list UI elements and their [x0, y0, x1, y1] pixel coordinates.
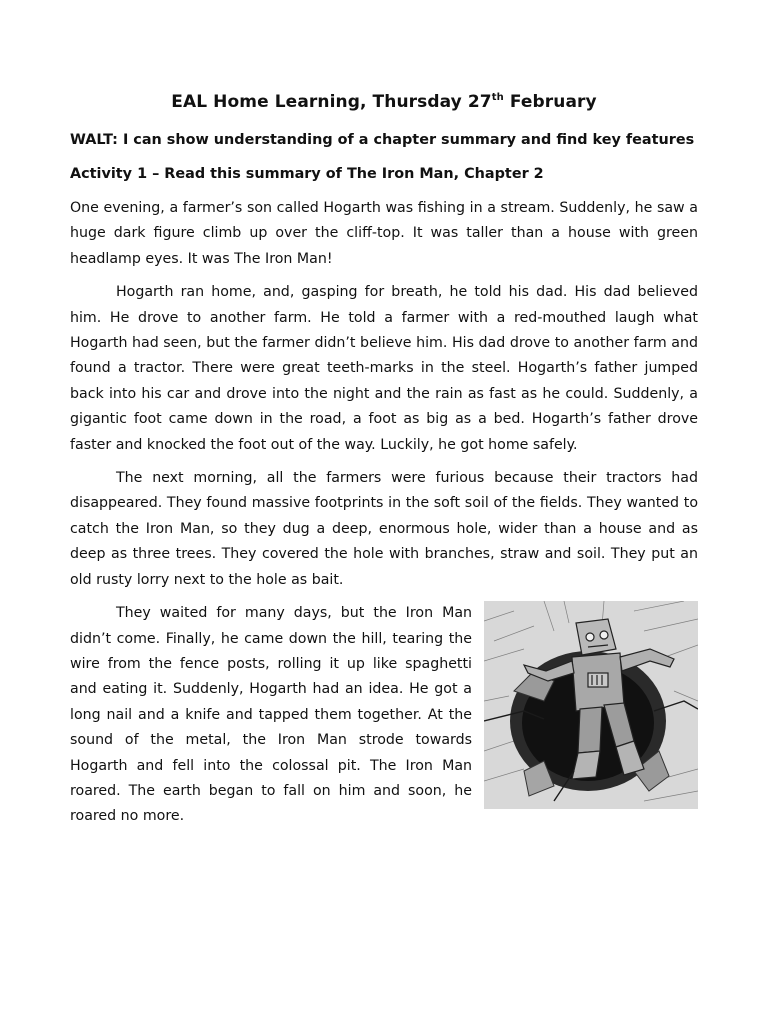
title-text: EAL Home Learning, Thursday 27	[171, 92, 492, 112]
paragraph-1: One evening, a farmer’s son called Hogarth was fishing in a stream. Suddenly, he saw a huge dark figure climb up over the cliff-top. It was taller than a house with green headlamp eyes. It was The Iron Man!	[70, 200, 698, 267]
title-text-end: February	[503, 92, 597, 112]
paragraph-4: They waited for many days, but the Iron Man didn’t come. Finally, he came down the hill, tearing the wire from the fence posts, rolling it up like spaghetti and eating it. Suddenly, Hogarth had an idea. He got a long nail and a knife and tapped them together. At the sound of the metal, the Iron Man strode towards Hogarth and fell into the colossal pit. The Iron Man roared. The earth began to fall on him and soon, he roared no more.	[70, 605, 472, 825]
page-title	[70, 90, 698, 114]
title-superscript: th	[491, 92, 504, 103]
walt-objective: WALT: I can show understanding of a chapter summary and find key features	[70, 132, 695, 148]
activity-heading: Activity 1 – Read this summary of The Iron Man, Chapter 2	[70, 166, 544, 182]
paragraph-3: The next morning, all the farmers were furious because their tractors had disappeared. They found massive footprints in the soft soil of the fields. They wanted to catch the Iron Man, so they dug a deep, enormous hole, wider than a house and as deep as three trees. They covered the hole with branches, straw and soil. They put an old rusty lorry next to the hole as bait.	[70, 470, 698, 588]
iron-man-in-pit-illustration	[484, 601, 698, 809]
paragraph-2: Hogarth ran home, and, gasping for breath, he told his dad. His dad believed him. He drove to another farm. He told a farmer with a red-mouthed laugh what Hogarth had seen, but the farmer didn’t believe him. His dad drove to another farm and found a tractor. There were great teeth-marks in the steel. Hogarth’s father jumped back into his car and drove into the night and the rain as fast as he could. Suddenly, a gigantic foot came down in the road, a foot as big as a bed. Hogarth’s father drove faster and knocked the foot out of the way. Luckily, he got home safely.	[70, 284, 698, 453]
document-page	[70, 90, 698, 838]
